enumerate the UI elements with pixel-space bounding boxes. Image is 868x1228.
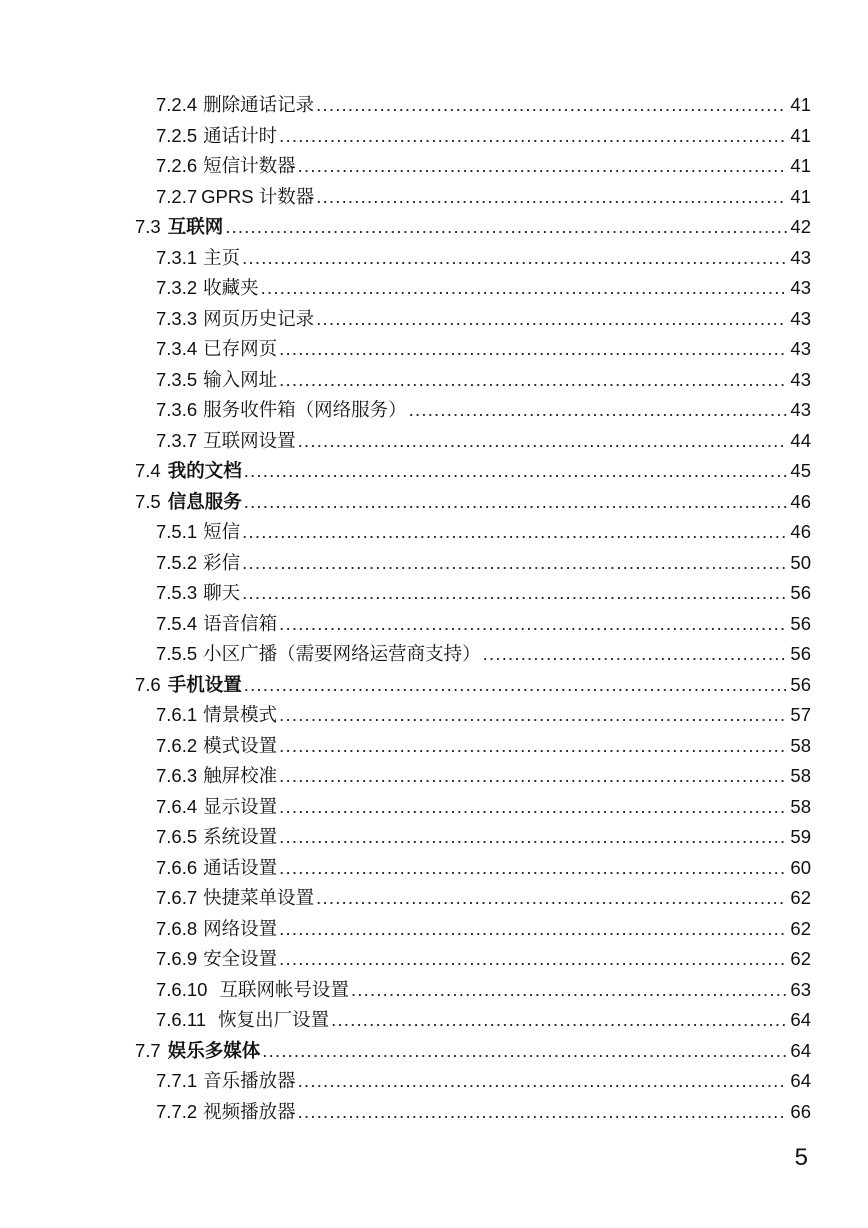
toc-number: 7.7 bbox=[135, 1039, 161, 1061]
toc-title: 情景模式 bbox=[203, 704, 278, 725]
toc-leader bbox=[483, 639, 787, 669]
toc-title: GPRS 计数器 bbox=[201, 185, 315, 207]
toc-page: 46 bbox=[790, 490, 811, 512]
toc-entry bbox=[156, 975, 811, 1005]
toc-leader bbox=[298, 1097, 787, 1127]
toc-entry bbox=[135, 456, 811, 486]
toc-entry bbox=[156, 1097, 811, 1127]
toc-title: 信息服务 bbox=[167, 490, 242, 512]
toc-number: 7.2.4 bbox=[156, 94, 198, 115]
toc-title: 模式设置 bbox=[203, 734, 278, 756]
toc-entry bbox=[156, 426, 811, 456]
toc-page: 62 bbox=[790, 948, 811, 969]
toc-leader bbox=[298, 426, 787, 456]
toc-page: 64 bbox=[790, 1009, 811, 1030]
toc-number: 7.6.8 bbox=[156, 917, 198, 939]
toc-title: 显示设置 bbox=[203, 795, 278, 817]
toc-title: 输入网址 bbox=[203, 368, 278, 390]
toc-entry bbox=[156, 395, 811, 425]
toc-number: 7.6.4 bbox=[156, 795, 198, 817]
toc-title: 通话计时 bbox=[203, 124, 278, 146]
toc-leader bbox=[242, 243, 787, 273]
toc-leader bbox=[261, 273, 787, 303]
toc-page: 58 bbox=[790, 765, 811, 786]
toc-number: 7.6.2 bbox=[156, 734, 198, 756]
toc-leader bbox=[279, 944, 787, 974]
toc-title: 音乐播放器 bbox=[203, 1070, 296, 1091]
toc-page: 42 bbox=[790, 216, 811, 237]
toc-number: 7.2.6 bbox=[156, 155, 198, 176]
toc-leader bbox=[225, 212, 787, 242]
toc-leader bbox=[279, 822, 787, 852]
toc-leader bbox=[244, 487, 787, 517]
toc-leader bbox=[279, 761, 787, 791]
toc-number: 7.3.1 bbox=[156, 246, 198, 268]
toc-number: 7.2.5 bbox=[156, 124, 198, 146]
toc-leader bbox=[298, 151, 787, 181]
toc-number: 7.5.2 bbox=[156, 551, 198, 573]
toc-page: 63 bbox=[790, 978, 811, 1000]
toc-page: 58 bbox=[790, 795, 811, 817]
toc-entry bbox=[156, 90, 811, 120]
toc-title: 视频播放器 bbox=[203, 1100, 296, 1122]
toc-entry bbox=[156, 761, 811, 791]
toc-title: 网络设置 bbox=[203, 917, 278, 939]
toc-number: 7.5.4 bbox=[156, 612, 198, 634]
toc-title: 通话设置 bbox=[203, 856, 278, 878]
toc-page: 44 bbox=[790, 429, 811, 451]
toc-entry bbox=[156, 700, 811, 730]
toc-page: 41 bbox=[790, 124, 811, 146]
toc-number: 7.3 bbox=[135, 216, 161, 237]
toc-entry bbox=[156, 121, 811, 151]
toc-entry bbox=[156, 548, 811, 578]
toc-page: 58 bbox=[790, 734, 811, 756]
toc-entry bbox=[156, 822, 811, 852]
toc-page: 41 bbox=[790, 155, 811, 176]
toc-entry bbox=[156, 944, 811, 974]
toc-number: 7.5 bbox=[135, 490, 161, 512]
toc-entry bbox=[156, 883, 811, 913]
toc-leader bbox=[279, 609, 787, 639]
toc-leader bbox=[279, 914, 787, 944]
toc-title: 彩信 bbox=[203, 551, 241, 573]
toc-page: 64 bbox=[790, 1070, 811, 1091]
toc-leader bbox=[279, 853, 787, 883]
toc-leader bbox=[242, 578, 787, 608]
toc-entry bbox=[156, 792, 811, 822]
toc-title: 收藏夹 bbox=[203, 277, 259, 298]
toc-title: 手机设置 bbox=[167, 673, 242, 695]
toc-entry bbox=[156, 1066, 811, 1096]
toc-page: 41 bbox=[790, 94, 811, 115]
toc-page: 56 bbox=[790, 582, 811, 603]
toc-leader bbox=[351, 975, 787, 1005]
toc-number: 7.5.3 bbox=[156, 582, 198, 603]
toc-number: 7.7.1 bbox=[156, 1070, 198, 1091]
toc-entry bbox=[156, 1005, 811, 1035]
toc-page: 64 bbox=[790, 1039, 811, 1061]
toc-page: 56 bbox=[790, 612, 811, 634]
toc-leader bbox=[244, 456, 787, 486]
toc-leader bbox=[316, 90, 787, 120]
toc-number: 7.3.6 bbox=[156, 399, 198, 420]
toc-entry bbox=[156, 151, 811, 181]
toc-leader bbox=[316, 304, 787, 334]
toc-title: 已存网页 bbox=[203, 338, 278, 359]
toc-title: 服务收件箱（网络服务） bbox=[203, 399, 407, 420]
toc-number: 7.6.6 bbox=[156, 856, 198, 878]
toc-entry bbox=[156, 853, 811, 883]
toc-title: 互联网帐号设置 bbox=[219, 978, 349, 1000]
toc-leader bbox=[316, 182, 787, 212]
toc-entry bbox=[156, 639, 811, 669]
toc-entry bbox=[156, 365, 811, 395]
toc-title: 删除通话记录 bbox=[203, 94, 315, 115]
toc-title: 主页 bbox=[203, 246, 241, 268]
toc-entry bbox=[156, 609, 811, 639]
toc-number: 7.6.5 bbox=[156, 826, 198, 847]
toc-page: 46 bbox=[790, 521, 811, 542]
toc-entry bbox=[156, 273, 811, 303]
toc-number: 7.3.5 bbox=[156, 368, 198, 390]
toc-entry bbox=[156, 731, 811, 761]
toc-page: 62 bbox=[790, 887, 811, 908]
toc-leader bbox=[279, 792, 787, 822]
toc-number: 7.2.7 bbox=[156, 185, 198, 207]
toc-page: 62 bbox=[790, 917, 811, 939]
toc-number: 7.6.3 bbox=[156, 765, 198, 786]
toc-number: 7.6.9 bbox=[156, 948, 198, 969]
toc-page: 60 bbox=[790, 856, 811, 878]
toc-leader bbox=[279, 700, 787, 730]
toc-title: 网页历史记录 bbox=[203, 307, 315, 329]
toc-title: 互联网 bbox=[167, 216, 224, 237]
toc-leader bbox=[242, 548, 787, 578]
toc-number: 7.5.5 bbox=[156, 643, 198, 664]
toc-entry bbox=[156, 334, 811, 364]
toc-title: 语音信箱 bbox=[203, 612, 278, 634]
toc-title: 触屏校准 bbox=[203, 765, 278, 786]
toc-title: 聊天 bbox=[203, 582, 241, 603]
toc-leader bbox=[279, 334, 787, 364]
toc-leader bbox=[262, 1036, 787, 1066]
toc-page: 43 bbox=[790, 307, 811, 329]
toc-title: 安全设置 bbox=[203, 948, 278, 969]
toc-page: 59 bbox=[790, 826, 811, 847]
toc-entry bbox=[156, 182, 811, 212]
toc-page: 43 bbox=[790, 338, 811, 359]
toc-title: 短信 bbox=[203, 521, 241, 542]
toc-number: 7.3.3 bbox=[156, 307, 198, 329]
page-number: 5 bbox=[794, 1144, 808, 1171]
toc-entry bbox=[156, 517, 811, 547]
toc-entry bbox=[135, 1036, 811, 1066]
toc-leader bbox=[316, 883, 787, 913]
toc-title: 娱乐多媒体 bbox=[167, 1039, 261, 1061]
toc-leader bbox=[244, 670, 787, 700]
toc-leader bbox=[279, 731, 787, 761]
toc-number: 7.7.2 bbox=[156, 1100, 198, 1122]
toc-number: 7.5.1 bbox=[156, 521, 198, 542]
toc-leader bbox=[409, 395, 787, 425]
toc-entry bbox=[135, 487, 811, 517]
toc-title: 小区广播（需要网络运营商支持） bbox=[203, 643, 481, 664]
toc-title: 我的文档 bbox=[167, 460, 242, 481]
toc-leader bbox=[298, 1066, 787, 1096]
toc-number: 7.6.10 bbox=[156, 978, 208, 1000]
toc-number: 7.6 bbox=[135, 673, 161, 695]
toc-entry bbox=[156, 914, 811, 944]
toc-leader bbox=[242, 517, 787, 547]
toc-number: 7.6.11 bbox=[156, 1009, 207, 1030]
toc-number: 7.6.1 bbox=[156, 704, 198, 725]
toc-page: 43 bbox=[790, 277, 811, 298]
toc-title: 短信计数器 bbox=[203, 155, 296, 176]
toc-entry bbox=[156, 578, 811, 608]
toc-page: 43 bbox=[790, 399, 811, 420]
toc-leader bbox=[279, 121, 787, 151]
toc-entry bbox=[135, 670, 811, 700]
toc-number: 7.4 bbox=[135, 460, 161, 481]
toc-title: 系统设置 bbox=[203, 826, 278, 847]
toc-page: 56 bbox=[790, 673, 811, 695]
toc-page: 50 bbox=[790, 551, 811, 573]
toc-number: 7.3.7 bbox=[156, 429, 198, 451]
toc-page: 57 bbox=[790, 704, 811, 725]
toc-title: 快捷菜单设置 bbox=[203, 887, 315, 908]
toc-entry bbox=[156, 304, 811, 334]
toc-leader bbox=[331, 1005, 787, 1035]
toc-number: 7.3.2 bbox=[156, 277, 198, 298]
toc-page: 43 bbox=[790, 246, 811, 268]
toc-entry bbox=[135, 212, 811, 242]
toc-title: 恢复出厂设置 bbox=[218, 1009, 330, 1030]
toc-number: 7.6.7 bbox=[156, 887, 198, 908]
toc-page: 45 bbox=[790, 460, 811, 481]
toc-title: 互联网设置 bbox=[203, 429, 296, 451]
toc-entry bbox=[156, 243, 811, 273]
toc-page: 56 bbox=[790, 643, 811, 664]
toc-number: 7.3.4 bbox=[156, 338, 198, 359]
toc-page: 66 bbox=[790, 1100, 811, 1122]
toc-page: 43 bbox=[790, 368, 811, 390]
toc-leader bbox=[279, 365, 787, 395]
toc-page: 41 bbox=[790, 185, 811, 207]
